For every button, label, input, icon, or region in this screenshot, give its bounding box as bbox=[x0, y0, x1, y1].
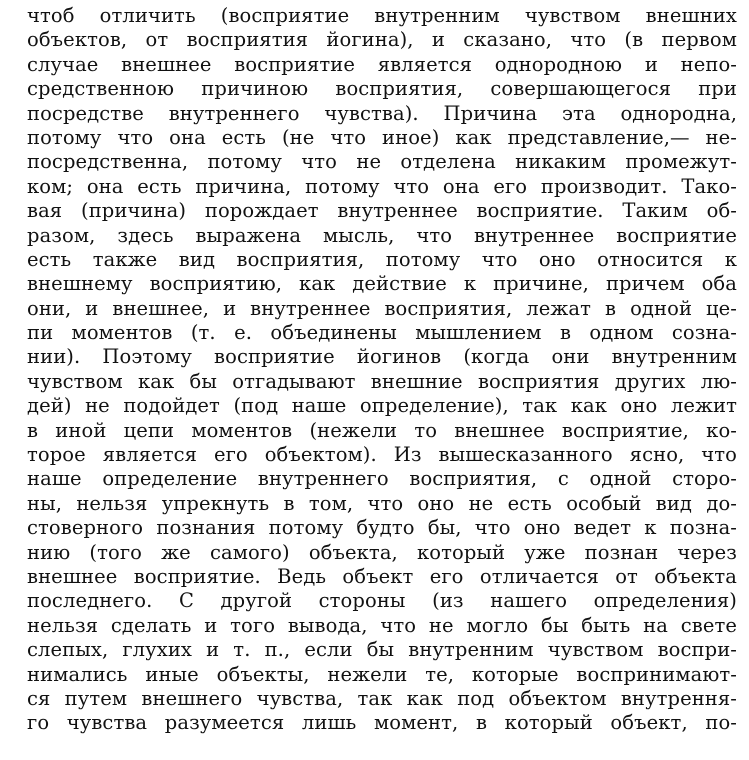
text-line: они, и внешнее, и внутреннее восприятия, лежат в одной це- bbox=[27, 296, 737, 320]
text-line: разом, здесь выражена мысль, что внутреннее восприятие bbox=[27, 223, 737, 247]
text-line: нимались иные объекты, нежели те, которые воспринимают- bbox=[27, 662, 737, 686]
text-line: наше определение внутреннего восприятия, с одной сторо- bbox=[27, 467, 737, 491]
text-line: ком; она есть причина, потому что она его производит. Тако- bbox=[27, 174, 737, 198]
text-line: пи моментов (т. е. объединены мышлением в одном созна- bbox=[27, 321, 737, 345]
text-line: нельзя сделать и того вывода, что не могло бы быть на свете bbox=[27, 613, 737, 637]
text-line: чувством как бы отгадывают внешние восприятия других лю- bbox=[27, 369, 737, 393]
text-line: нию (того же самого) объекта, который уже познан через bbox=[27, 540, 737, 564]
text-line: потому что она есть (не что иное) как представление,— не- bbox=[27, 125, 737, 149]
text-line: го чувства разумеется лишь момент, в который объект, по- bbox=[27, 711, 737, 735]
text-line: последнего. С другой стороны (из нашего определения) bbox=[27, 589, 737, 613]
text-line: внешнему восприятию, как действие к причине, причем оба bbox=[27, 272, 737, 296]
text-line: внешнее восприятие. Ведь объект его отличается от объекта bbox=[27, 564, 737, 588]
text-line: торое является его объектом). Из вышесказанного ясно, что bbox=[27, 443, 737, 467]
text-line: стоверного познания потому будто бы, что оно ведет к позна- bbox=[27, 516, 737, 540]
text-line: ся путем внешнего чувства, так как под объектом внутрення- bbox=[27, 686, 737, 710]
text-line: ны, нельзя упрекнуть в том, что оно не есть особый вид до- bbox=[27, 491, 737, 515]
text-line: есть также вид восприятия, потому что оно относится к bbox=[27, 247, 737, 271]
book-page-text bbox=[27, 4, 737, 736]
text-line: посредстве внутреннего чувства). Причина эта однородна, bbox=[27, 101, 737, 125]
text-line: средственною причиною восприятия, совершающегося при bbox=[27, 77, 737, 101]
text-line: слепых, глухих и т. п., если бы внутренним чувством воспри- bbox=[27, 638, 737, 662]
text-line: случае внешнее восприятие является однородною и непо- bbox=[27, 52, 737, 76]
text-line: объектов, от восприятия йогина), и сказано, что (в первом bbox=[27, 28, 737, 52]
text-line: вая (причина) порождает внутреннее восприятие. Таким об- bbox=[27, 199, 737, 223]
text-line: дей) не подойдет (под наше определение), так как оно лежит bbox=[27, 394, 737, 418]
text-line: посредственна, потому что не отделена никаким промежут- bbox=[27, 150, 737, 174]
text-line: нии). Поэтому восприятие йогинов (когда они внутренним bbox=[27, 345, 737, 369]
text-line: в иной цепи моментов (нежели то внешнее восприятие, ко- bbox=[27, 418, 737, 442]
text-line: чтоб отличить (восприятие внутренним чувством внешних bbox=[27, 4, 737, 27]
